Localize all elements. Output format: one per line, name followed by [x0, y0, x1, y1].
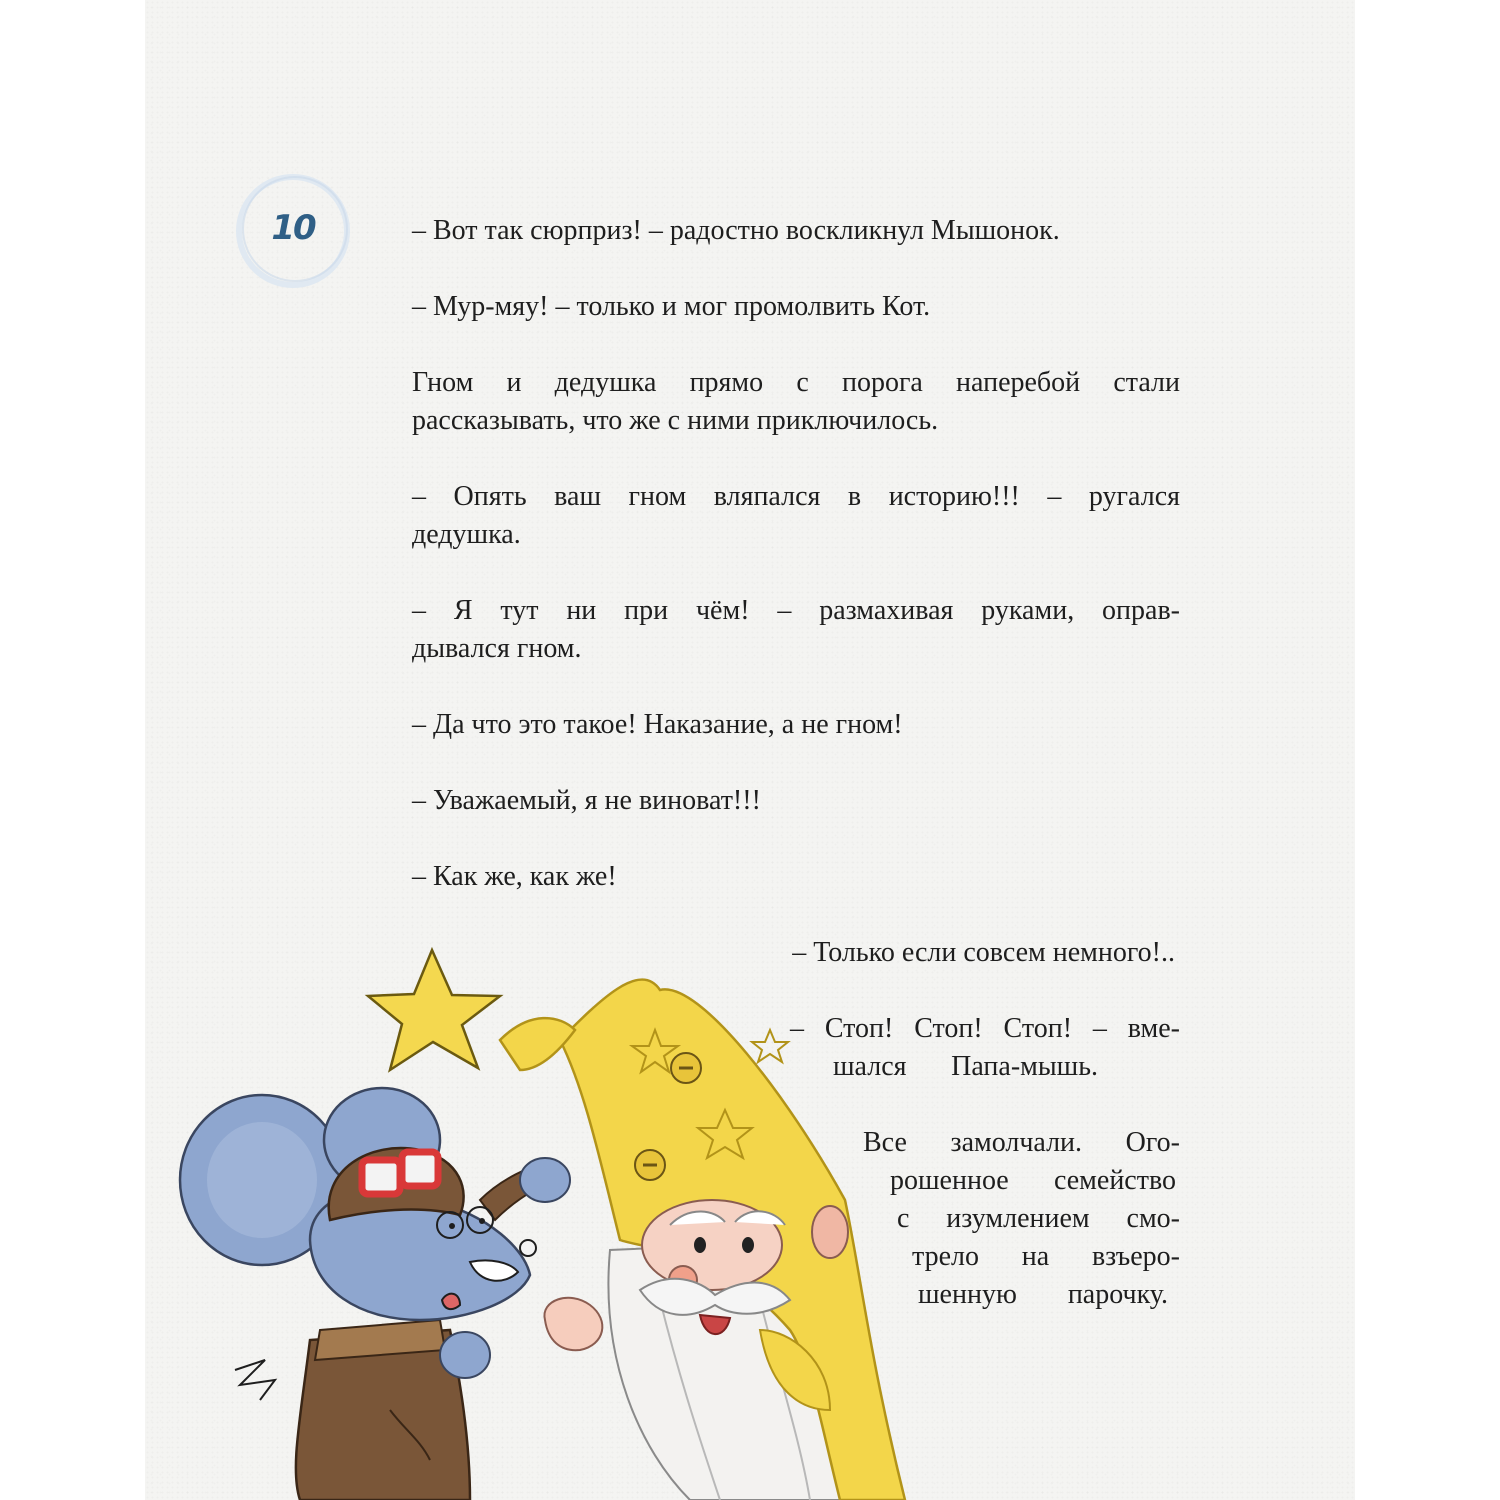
paragraph-8: – Как же, как же! [412, 861, 617, 892]
gnome-figure [500, 980, 905, 1500]
paragraph-11-line-3: с изумлением смо- [897, 1203, 1180, 1234]
paragraph-10-line-1: – Стоп! Стоп! Стоп! – вме- [790, 1013, 1180, 1044]
paragraph-4-line-2: дедушка. [412, 519, 521, 550]
paragraph-3-line-1: Гном и дедушка прямо с порога наперебой стали [412, 367, 1180, 398]
paragraph-1: – Вот так сюрприз! – радостно воскликнул Мышонок. [412, 215, 1060, 246]
paragraph-11-line-4: трело на взъеро- [912, 1241, 1180, 1272]
paragraph-11-line-2: рошенное семейство [890, 1165, 1176, 1196]
paragraph-9: – Только если совсем немного!.. [792, 937, 1175, 968]
paragraph-11-line-5: шенную парочку. [918, 1279, 1168, 1310]
star-icon [368, 950, 500, 1070]
paragraph-10-line-2: шался Папа-мышь. [833, 1051, 1098, 1082]
paragraph-5-line-2: дывался гном. [412, 633, 582, 664]
page-number: 10 [271, 208, 315, 248]
paragraph-7: – Уважаемый, я не виноват!!! [412, 785, 761, 816]
mouse-figure [180, 1088, 570, 1500]
paragraph-11-line-1: Все замолчали. Ого- [863, 1127, 1180, 1158]
paragraph-2: – Мур-мяу! – только и мог промолвить Кот. [412, 291, 931, 322]
paragraph-3-line-2: рассказывать, что же с ними приключилось. [412, 405, 939, 436]
paragraph-5-line-1: – Я тут ни при чём! – размахивая руками, оправ- [412, 595, 1180, 626]
paragraph-6: – Да что это такое! Наказание, а не гном! [412, 709, 903, 740]
paragraph-4-line-1: – Опять ваш гном вляпался в историю!!! – ругался [412, 481, 1180, 512]
